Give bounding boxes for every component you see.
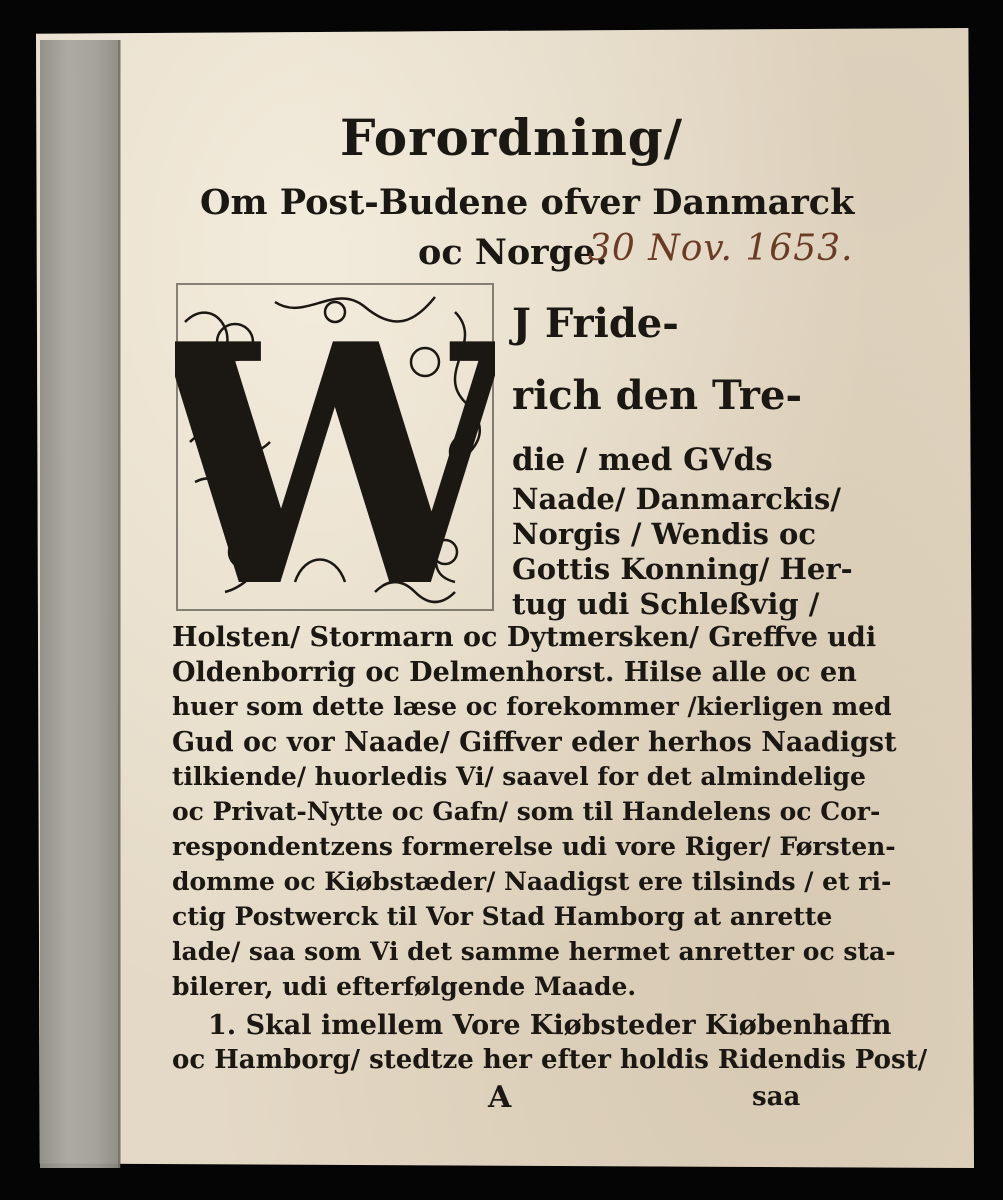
body-line-18: bilerer, udi efterfølgende Maade. — [172, 972, 637, 1001]
decorated-initial — [175, 282, 495, 612]
document-subtitle-line2: oc Norge. — [418, 232, 608, 273]
body-line-15: domme oc Kiøbstæder/ Naadigst ere tilsinds / et ri- — [172, 867, 892, 896]
body-line-20: oc Hamborg/ stedtze her efter holdis Ridendis Post/ — [172, 1045, 928, 1075]
body-line-5: Norgis / Wendis oc — [512, 517, 816, 551]
ornament-icon — [175, 282, 495, 612]
initial-letter: W — [175, 282, 495, 612]
body-line-14: respondentzens formerelse udi vore Riger/ Førsten- — [172, 832, 896, 861]
binding-spine — [40, 40, 120, 1168]
document-title: Forordning/ — [340, 108, 684, 167]
body-line-2: rich den Tre- — [512, 372, 803, 419]
body-line-7: tug udi Schleßvig / — [512, 587, 820, 621]
body-line-3: die / med GVds — [512, 442, 773, 478]
signature-mark: A — [488, 1080, 512, 1115]
body-line-10: huer som dette læse oc forekommer /kierligen med — [172, 692, 892, 721]
body-line-19: 1. Skal imellem Vore Kiøbsteder Kiøbenhaffn — [208, 1010, 892, 1041]
body-line-11: Gud oc vor Naade/ Giffver eder herhos Naadigst — [172, 727, 897, 758]
catchword: saa — [752, 1082, 801, 1112]
body-line-13: oc Privat-Nytte oc Gafn/ som til Handelens oc Cor- — [172, 797, 881, 826]
body-line-16: ctig Postwerck til Vor Stad Hamborg at anrette — [172, 902, 833, 931]
handwritten-date: 30 Nov. 1653. — [588, 228, 854, 269]
document-subtitle-line1: Om Post-Budene ofver Danmarck — [200, 182, 855, 223]
body-line-4: Naade/ Danmarckis/ — [512, 482, 841, 516]
body-line-12: tilkiende/ huorledis Vi/ saavel for det almindelige — [172, 762, 866, 791]
body-line-17: lade/ saa som Vi det samme hermet anretter oc sta- — [172, 937, 896, 966]
body-line-1: J Fride- — [512, 300, 679, 347]
binding-edge — [118, 40, 121, 1168]
body-line-6: Gottis Konning/ Her- — [512, 552, 853, 586]
body-line-9: Oldenborrig oc Delmenhorst. Hilse alle oc en — [172, 657, 857, 688]
body-line-8: Holsten/ Stormarn oc Dytmersken/ Greffve udi — [172, 622, 877, 653]
